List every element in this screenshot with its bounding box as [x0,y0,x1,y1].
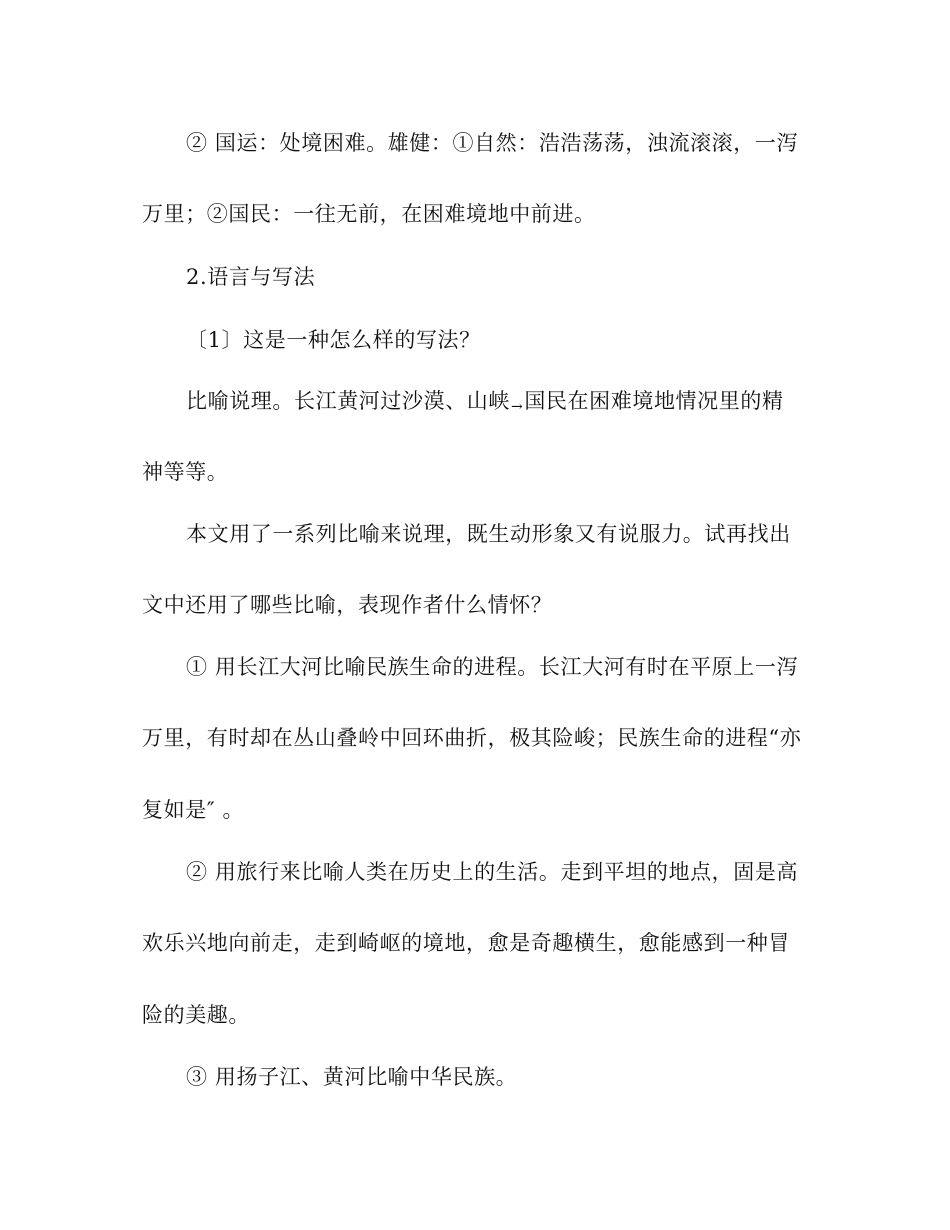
paragraph-line-2: 万里；②国民：一往无前，在困难境地中前进。 [142,202,596,226]
section-heading: 2.语言与写法 [186,265,316,289]
paragraph-line-14: 险的美趣。 [142,1003,250,1027]
paragraph-line-8: 文中还用了哪些比喻，表现作者什么情怀？ [142,593,553,617]
text-segment: 国民在困难境地情况里的精 [524,389,784,413]
paragraph-line-13: 欢乐兴地向前走，走到崎岖的境地，愈是奇趣横生，愈能感到一种冒 [142,931,790,955]
paragraph-line-6: 神等等。 [142,460,229,484]
paragraph-line-10: 万里，有时却在丛山叠岭中回环曲折，极其险峻；民族生命的进程“亦 [142,726,802,750]
paragraph-line-9: ① 用长江大河比喻民族生命的进程。长江大河有时在平原上一泻 [186,655,799,679]
paragraph-line-5 [186,386,856,419]
right-arrow-icon: → [511,399,524,415]
paragraph-line-1: ② 国运：处境困难。雄健：①自然：浩浩荡荡，浊流滚滚，一泻 [186,131,799,155]
paragraph-line-11: 复如是″ 。 [142,798,245,822]
paragraph-line-12: ② 用旅行来比喻人类在历史上的生活。走到平坦的地点，固是高 [186,860,799,884]
question-heading: 〔1〕这是一种怎么样的写法？ [186,328,481,352]
paragraph-line-7: 本文用了一系列比喻来说理，既生动形象又有说服力。试再找出 [186,522,791,546]
text-segment: 比喻说理。长江黄河过沙漠、山峡 [186,389,510,413]
paragraph-line-15: ③ 用扬子江、黄河比喻中华民族。 [186,1065,518,1089]
